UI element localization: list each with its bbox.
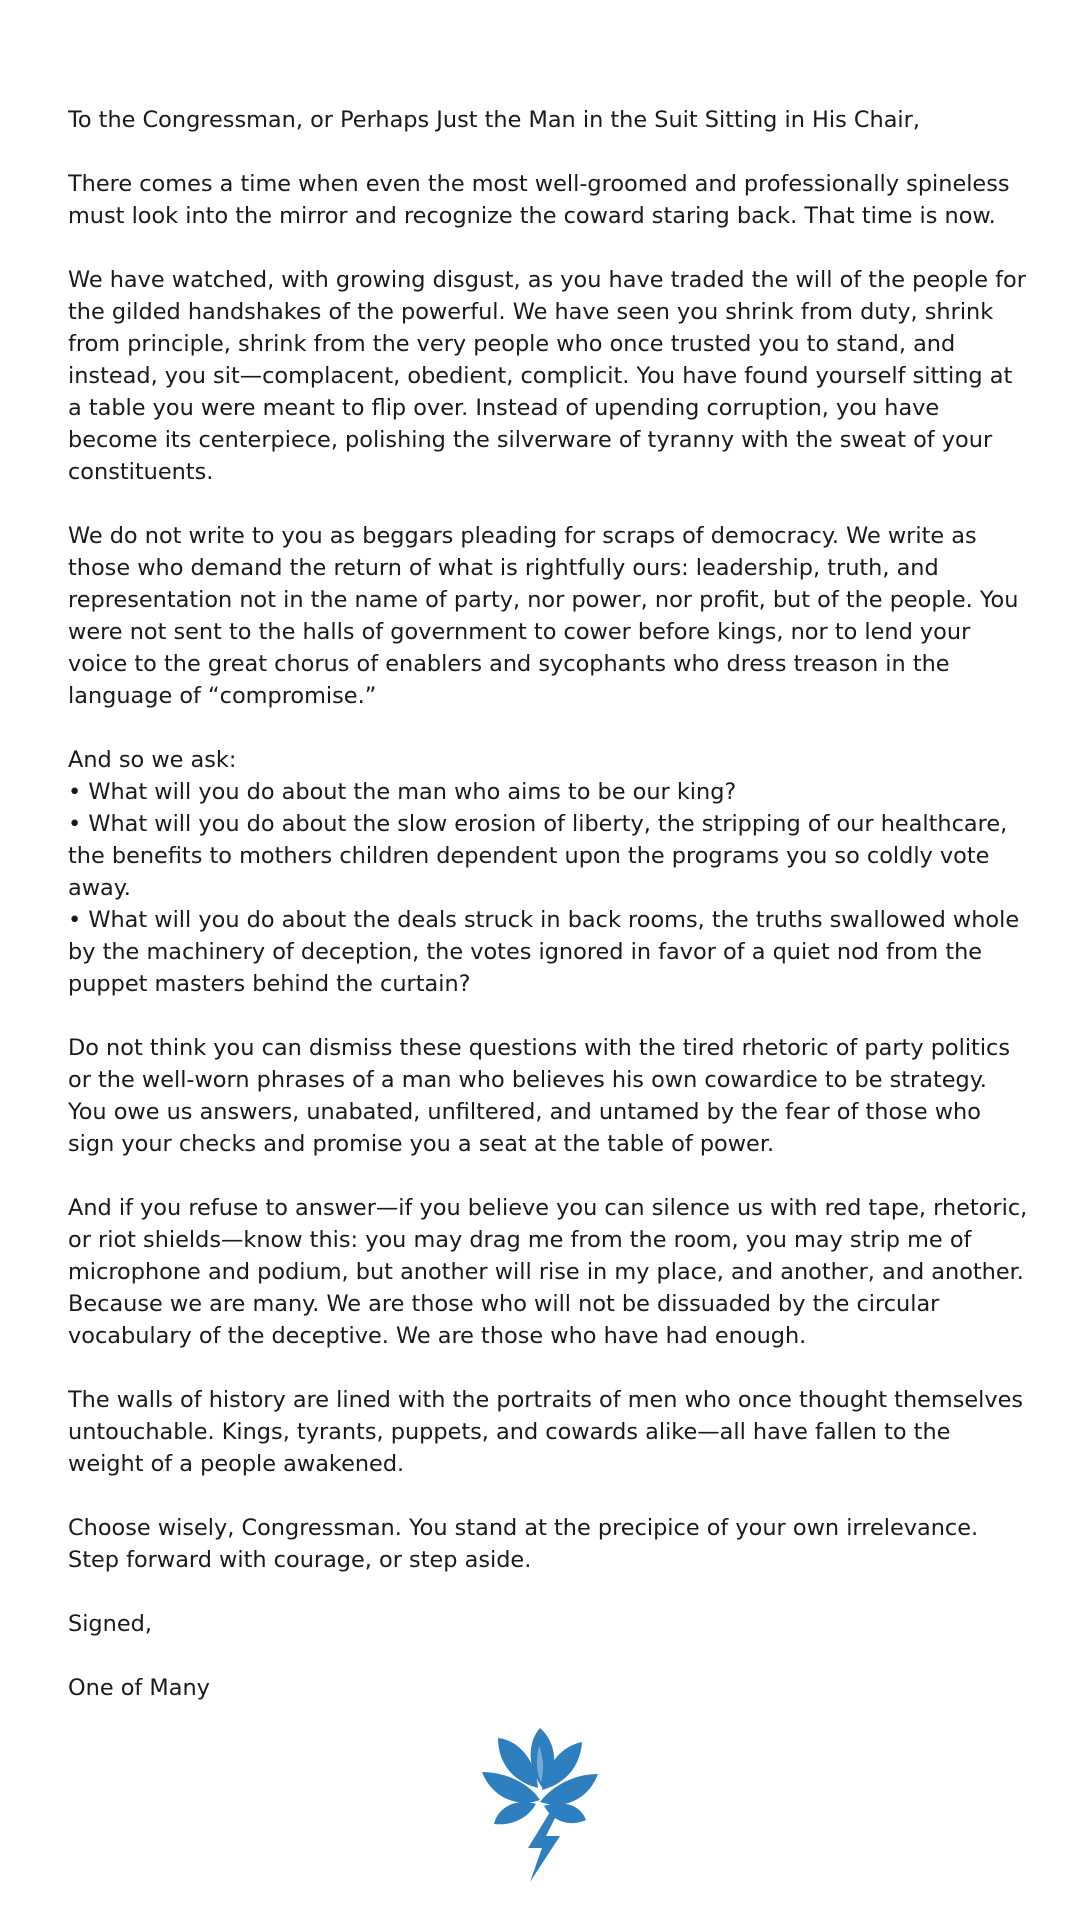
question-list: [68, 744, 1028, 1000]
lotus-lightning-icon: [478, 1724, 602, 1884]
paragraph-watched: We have watched, with growing disgust, as you have traded the will of the people for the gilded handshakes of the powerful. We have seen you shrink from duty, shrink from principle, shrink from the very people who once trusted you to stand, and instead, you sit—complacent, obedient, complicit. You have found yourself sitting at a table you were meant to flip over. Instead of upending corruption, you have become its centerpiece, polishing the silverware of tyranny with the sweat of your constituents.: [68, 267, 1026, 485]
question-item: • What will you do about the slow erosion of liberty, the stripping of our healthcare, the benefits to mothers children dependent upon the programs you so coldly vote away.: [68, 811, 1008, 901]
question-item: • What will you do about the man who aims to be our king?: [68, 779, 737, 805]
paragraph-dismiss: Do not think you can dismiss these questions with the tired rhetoric of party politics or the well-worn phrases of a man who believes his own cowardice to be strategy. You owe us answers, unabated, unfiltered, and untamed by the fear of those who sign your checks and promise you a seat at the table of power.: [68, 1035, 1011, 1157]
question-item: • What will you do about the deals struck in back rooms, the truths swallowed whole by the machinery of deception, the votes ignored in favor of a quiet nod from the puppet masters behind the curtain?: [68, 907, 1020, 997]
signature: One of Many: [68, 1675, 210, 1701]
paragraph-mirror: There comes a time when even the most well-groomed and professionally spineless must look into the mirror and recognize the coward staring back. That time is now.: [68, 171, 1010, 229]
sign-off: Signed,: [68, 1611, 152, 1637]
paragraph-history: The walls of history are lined with the portraits of men who once thought themselves untouchable. Kings, tyrants, puppets, and cowards alike—all have fallen to the weight of a people awakened.: [68, 1387, 1024, 1477]
letter-body: [68, 104, 1028, 1736]
salutation: To the Congressman, or Perhaps Just the Man in the Suit Sitting in His Chair,: [68, 107, 920, 133]
ask-intro: And so we ask:: [68, 747, 237, 773]
paragraph-not-beggars: We do not write to you as beggars pleading for scraps of democracy. We write as those who demand the return of what is rightfully ours: leadership, truth, and representation not in the name of party, nor power, nor profit, but of the people. You were not sent to the halls of government to cower before kings, nor to lend your voice to the great chorus of enablers and sycophants who dress treason in the language of “compromise.”: [68, 523, 1019, 709]
paragraph-refuse: And if you refuse to answer—if you believe you can silence us with red tape, rhetoric, or riot shields—know this: you may drag me from the room, you may strip me of microphone and podium, but another will rise in my place, and another, and another. Because we are many. We are those who will not be dissuaded by the circular vocabulary of the deceptive. We are those who have had enough.: [68, 1195, 1028, 1349]
paragraph-choose: Choose wisely, Congressman. You stand at the precipice of your own irrelevance. Step forward with courage, or step aside.: [68, 1515, 979, 1573]
